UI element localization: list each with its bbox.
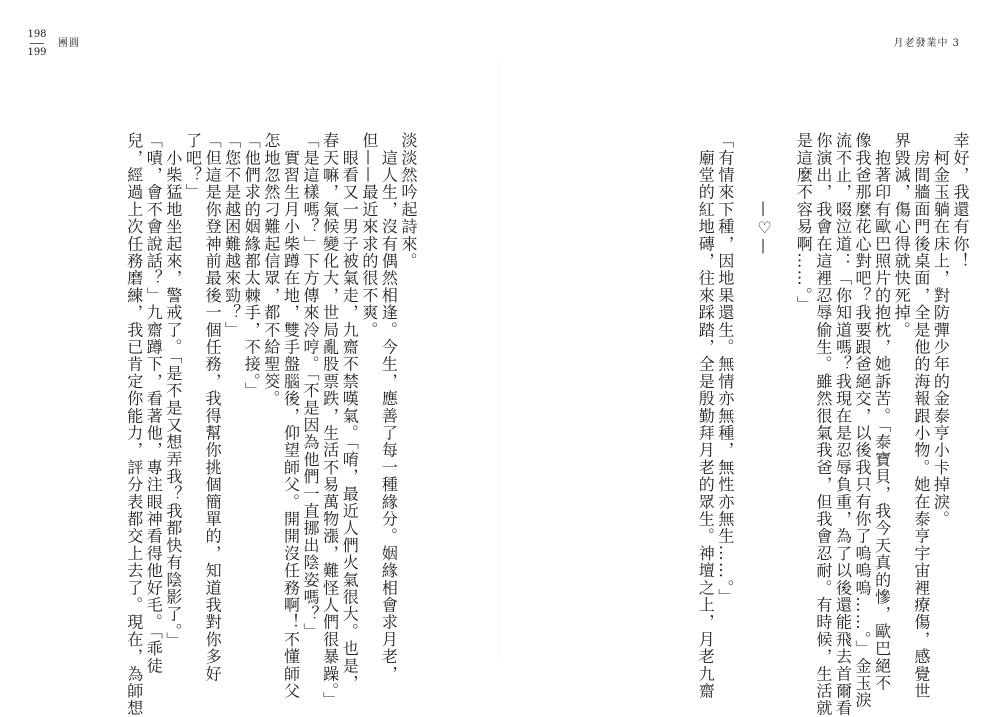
text-line: 「但這是你登神前最後一個任務，我得幫你挑個簡單的，知道我對你多好 [203, 132, 223, 683]
right-page-text [604, 132, 970, 717]
page-number-right: 199 [27, 47, 47, 58]
text-line: 「是這樣嗎？」下方傳來冷哼。「不是因為他們一直挪出陰姿嗎？」 [301, 132, 321, 640]
text-line: 「他們求的姻緣都太棘手，不接。」 [242, 132, 262, 400]
text-line: 小柴猛地坐起來，警戒了。「是不是又想弄我？我都快有陰影了。」 [163, 132, 183, 650]
text-line: 界毀滅，傷心得就快死掉。 [892, 132, 912, 339]
text-line: 房間牆面門後桌面，全是他的海報跟小物。她在泰亨宇宙裡療傷，感覺世 [911, 132, 931, 700]
text-line: 淡淡然吟起詩來。 [399, 132, 418, 270]
text-line: 兒，經過上次任務磨練，我已肯定你能力，評分表都交上去了。現在，為師想 [124, 132, 144, 717]
page-number-left: 198 [27, 29, 47, 40]
text-line: 眼看又一男子被氣走，九齋不禁嘆氣。「唷，最近人們火氣很大。也是， [340, 132, 360, 692]
text-line: 是這麼不容易啊……。」 [794, 132, 814, 314]
left-page-text [112, 132, 418, 717]
text-line: 流不止，啜泣道：「你知道嗎？我現在是忍辱負重，為了以後還能飛去首爾看 [833, 132, 853, 717]
text-line: 「有情來下種，因地果還生。無情亦無種，無性亦無生……。」 [715, 132, 735, 606]
page-number-divider [30, 43, 44, 44]
text-line: 抱著印有歐巴照片的抱枕，她訴苦。「泰寶貝，我今天真的慘，歐巴絕不 [872, 132, 892, 692]
text-line: 你演出，我會在這裡忍辱偷生。雖然很氣我爸，但我會忍耐。有時候，生活就 [813, 132, 833, 717]
text-line: —♡— [755, 132, 775, 256]
text-line: 廟堂的紅地磚，往來踩踏，全是殷勤拜月老的眾生。神壇之上，月老九齋 [696, 132, 716, 700]
text-line: 「您不是越困難越來勁？」 [222, 132, 242, 339]
page-gutter [499, 60, 500, 660]
text-line [735, 132, 755, 652]
text-line: 像我爸那麼花心對吧？我要跟爸絕交，以後我只有你了嗚嗚嗚……。」金玉淚 [853, 132, 873, 709]
text-line: 怎地忽然刁難起信眾，都不給聖筊。 [261, 132, 281, 408]
text-line: 這人生，沒有偶然相逢。今生，應善了每一種緣分。姻緣相會求月老， [379, 132, 399, 683]
text-line: 「嘖，會不會說話？」九齋蹲下，看著他，專注眼神看得他好毛。「乖徒 [144, 132, 164, 675]
text-line: 了吧？」 [183, 132, 203, 201]
text-line [774, 132, 794, 652]
running-header-left: 團圓 [58, 38, 80, 49]
running-header-right: 月老發業中 3 [893, 38, 960, 49]
text-line: 春天嘛，氣候變化大，世局亂股票跌，生活不易萬物漲，難怪人們很暴躁。」 [320, 132, 340, 709]
text-line: 幸好，我還有你！ [951, 132, 970, 270]
page-numbers [26, 28, 48, 59]
text-line: 柯金玉躺在床上，對防彈少年的金泰亨小卡掉淚。 [931, 132, 951, 528]
text-line: 實習生月小柴蹲在地，雙手盤腦後，仰望師父。開開沒任務啊！不懂師父 [281, 132, 301, 700]
text-line: 但——最近來求的很不爽。 [359, 132, 379, 339]
